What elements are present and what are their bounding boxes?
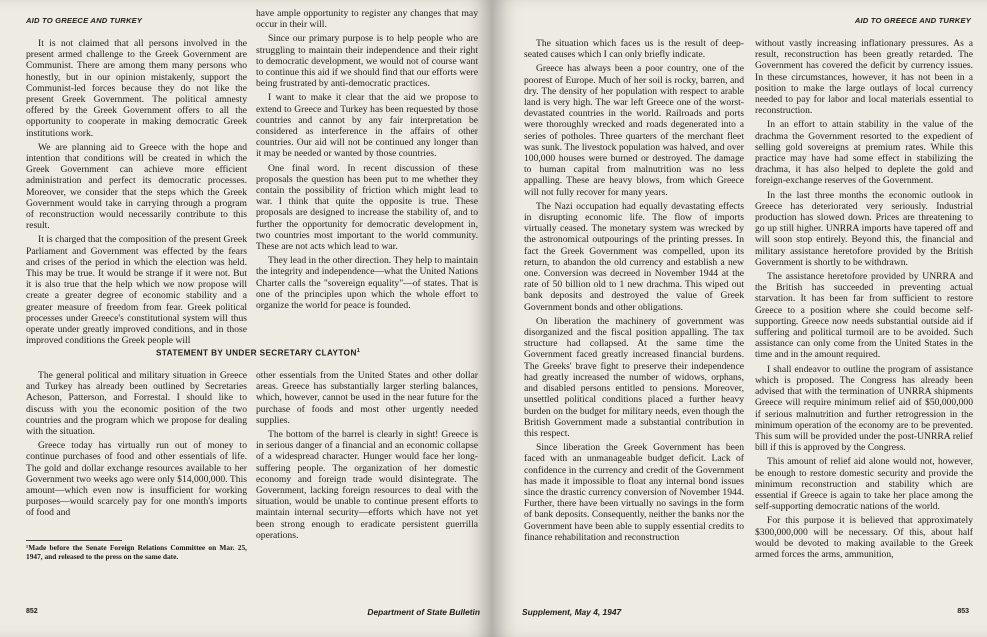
paragraph: Greece today has virtually run out of money to continue purchases of food and other essentials of life. The gold and dollar exchange resources available to her Government two weeks ago were only $14,000,000. This amount—which even now is insufficient for working purposes—would scarcely pay for one month's imports of food and (26, 440, 247, 519)
section-title-text: STATEMENT BY UNDER SECRETARY CLAYTON (156, 348, 357, 358)
paragraph: The general political and military situation in Greece and Turkey has already been outlined by Secretaries Acheson, Patterson, and Forrestal. I should like to discuss with you the economic position of the two countries and the program which we propose for dealing with the situation. (26, 370, 247, 438)
footnote-block (26, 534, 247, 574)
column-left (524, 38, 744, 575)
column-right (755, 38, 973, 575)
paragraph: The Nazi occupation had equally devastating effects in disrupting economic life. The flow of imports virtually ceased. The monetary system was wrecked by the astronomical outpourings of the printing presses. In fact the Greek Government was compelled, upon its return, to abandon the old currency and establish a new one. Conversion was decreed in November 1944 at the rate of 50 billion old to 1 new drachma. This wiped out bank deposits and destroyed the value of Greek Government bonds and other obligations. (524, 200, 744, 313)
column-right-top (256, 8, 478, 340)
page-number: 852 (26, 608, 38, 615)
section-title-footnote-ref: 1 (356, 348, 361, 354)
paragraph: We are planning aid to Greece with the hope and intention that conditions will be created in which the Greek Government can achieve more efficient administration and perfect its democratic processes. Moreover, we consider that the steps which the Greek Government would take in carrying through a program of reconstruction would necessarily contribute to this result. (26, 141, 247, 232)
paragraph: Since our primary purpose is to help people who are struggling to maintain their independence and their right to democratic development, we would not of course want to continue this aid if we should find that our efforts were being frustrated by anti-democratic practices. (256, 33, 478, 90)
paragraph: other essentials from the United States and other dollar areas. Greece has substantially larger sterling balances, which, however, cannot be used in the near future for the purchase of foods and most other urgently needed supplies. (256, 370, 478, 426)
paragraph: In an effort to attain stability in the value of the drachma the Government resorted to the expedient of selling gold sovereigns at premium rates. While this practice may have had some effect in stabilizing the drachma, it has also helped to deplete the gold and foreign-exchange reserves of the Government. (755, 119, 973, 187)
paragraph: They lead in the other direction. They help to maintain the integrity and independence—what the United Nations Charter calls the "sovereign equality"—of states. That is one of the principles upon which the whole effort to organize the world for peace is founded. (256, 255, 478, 312)
paragraph: The bottom of the barrel is clearly in sight! Greece is in serious danger of a financial and an economic collapse of a widespread character. Hunger would face her long-suffering people. The organization of her domestic economy and foreign trade would disintegrate. The Government, lacking foreign resources to deal with the situation, would be unable to continue present efforts to maintain internal security—efforts which have not yet been strong enough to eradicate persistent guerrilla operations. (256, 429, 478, 541)
paragraph: The situation which faces us is the result of deep-seated causes which I can only briefly indicate. (524, 38, 744, 61)
paragraph: This amount of relief aid alone would not, however, be enough to restore domestic security and provide the minimum reconstruction and stability which are essential if Greece is again to take her place among the self-supporting democratic nations of the world. (755, 456, 973, 513)
paragraph: have ample opportunity to register any changes that may occur in their will. (256, 8, 478, 31)
paragraph: It is charged that the composition of the present Greek Parliament and Government was effected by the fears and crises of the period in which the election was held. This may be true. It would be strange if it were not. But it is also true that the help which we now propose will create a greater degree of economic stability and a greater measure of freedom from fear. Greek political processes under Greece's constitutional system will thus operate under greatly improved conditions, and in those improved conditions the Greek people will (26, 234, 247, 347)
column-left-top (26, 38, 247, 347)
paragraph: It is not claimed that all persons involved in the present armed challenge to the Greek Government are Communist. There are among them many persons who honestly, but in our opinion mistakenly, support the Communist-led forces because they do not like the present Greek Government. The political amnesty offered by the Greek Government offers to all the opportunity to cooperate in making democratic Greek institutions work. (26, 38, 247, 139)
paragraph: without vastly increasing inflationary pressures. As a result, reconstruction has been greatly retarded. The Government has covered the deficit by currency issues. In these circumstances, however, it has not been in a position to make the large outlays of local currency needed to pay for labor and local materials essential to reconstruction. (755, 38, 973, 117)
page-number: 853 (957, 608, 969, 615)
paragraph: In the last three months the economic outlook in Greece has deteriorated very seriously. Industrial production has slowed down. Prices are threatening to go up still higher. UNRRA imports have tapered off and will soon stop entirely. Beyond this, the financial and military assistance heretofore provided by the British Government is shortly to be withdrawn. (755, 189, 973, 268)
paragraph: One final word. In recent discussion of these proposals the question has been put to me whether they contain the possibility of friction which might lead to war. I think that quite the opposite is true. These proposals are designed to increase the stability of, and to further the opportunity for democratic development in, two countries most important to the world community. These are not acts which lead to war. (256, 162, 478, 253)
column-right-bottom (256, 370, 478, 574)
paragraph: For this purpose it is believed that approximately $300,000,000 will be necessary. Of this, about half would be devoted to making available to the Greek armed forces the arms, ammunition, (755, 515, 973, 560)
running-head: AID TO GREECE AND TURKEY (854, 16, 971, 25)
footer-title: Supplement, May 4, 1947 (522, 607, 622, 617)
left-page (0, 0, 492, 637)
paragraph: Greece has always been a poor country, one of the poorest of Europe. Much of her soil is rocky, barren, and dry. The density of her population with respect to arable land is very high. The war left Greece one of the worst-devastated countries in the world. Railroads and ports were thoroughly wrecked and roads degenerated into a series of potholes. Three quarters of the merchant fleet was sunk. The livestock population was halved, and over 100,000 houses were burned or destroyed. The damage to human capital from malnutrition was no less appalling. These are heavy blows, from which Greece will not fully recover for many years. (524, 63, 744, 198)
paragraph: I shall endeavor to outline the program of assistance which is proposed. The Congress has already been advised that with the termination of UNRRA shipments Greece will require minimum relief aid of $50,000,000 if serious malnutrition and further retrogression in the minimum operation of the economy are to be prevented. This sum will be provided under the post-UNRRA relief bill if this is approved by the Congress. (755, 363, 973, 454)
running-head: AID TO GREECE AND TURKEY (26, 16, 143, 25)
footer-title: Department of State Bulletin (367, 607, 480, 617)
paragraph: Since liberation the Greek Government has been faced with an unmanageable budget deficit. Lack of confidence in the currency and credit of the Government has made it impossible to float any internal bond issues since the drastic currency conversion of November 1944. Further, there have been virtually no savings in the form of bank deposits. Consequently, neither the banks nor the Government have been able to supply essential credits to finance rehabilitation and reconstruction (524, 442, 744, 543)
section-title (156, 348, 360, 358)
paragraph: On liberation the machinery of government was disorganized and the fiscal position appalling. The tax structure had collapsed. At the same time the Government faced greatly increased financial burdens. The Greeks' brave fight to preserve their independence had greatly increased the number of widows, orphans, and disabled persons entitled to pensions. Moreover, unsettled political conditions placed a further heavy burden on the budget for military needs, even though the British Government made a substantial contribution in this respect. (524, 315, 744, 439)
right-page (492, 0, 987, 637)
footnote: ¹Made before the Senate Foreign Relations Committee on Mar. 25, 1947, and released to the press on the same date. (26, 543, 247, 561)
paragraph: I want to make it clear that the aid we propose to extend to Greece and Turkey has been requested by those countries and cannot by any fair interpretation be considered as interference in the affairs of other countries. Our aid will not be continued any longer than it may be needed or wanted by those countries. (256, 92, 478, 160)
paragraph: The assistance heretofore provided by UNRRA and the British has succeeded in preventing actual starvation. It has been far from sufficient to restore Greece to a position where she could become self-supporting. Greece now needs substantial outside aid if suffering and political turmoil are to be avoided. Such assistance can only come from the United States in the time and in the amount required. (755, 271, 973, 361)
column-left-bottom (26, 370, 247, 532)
